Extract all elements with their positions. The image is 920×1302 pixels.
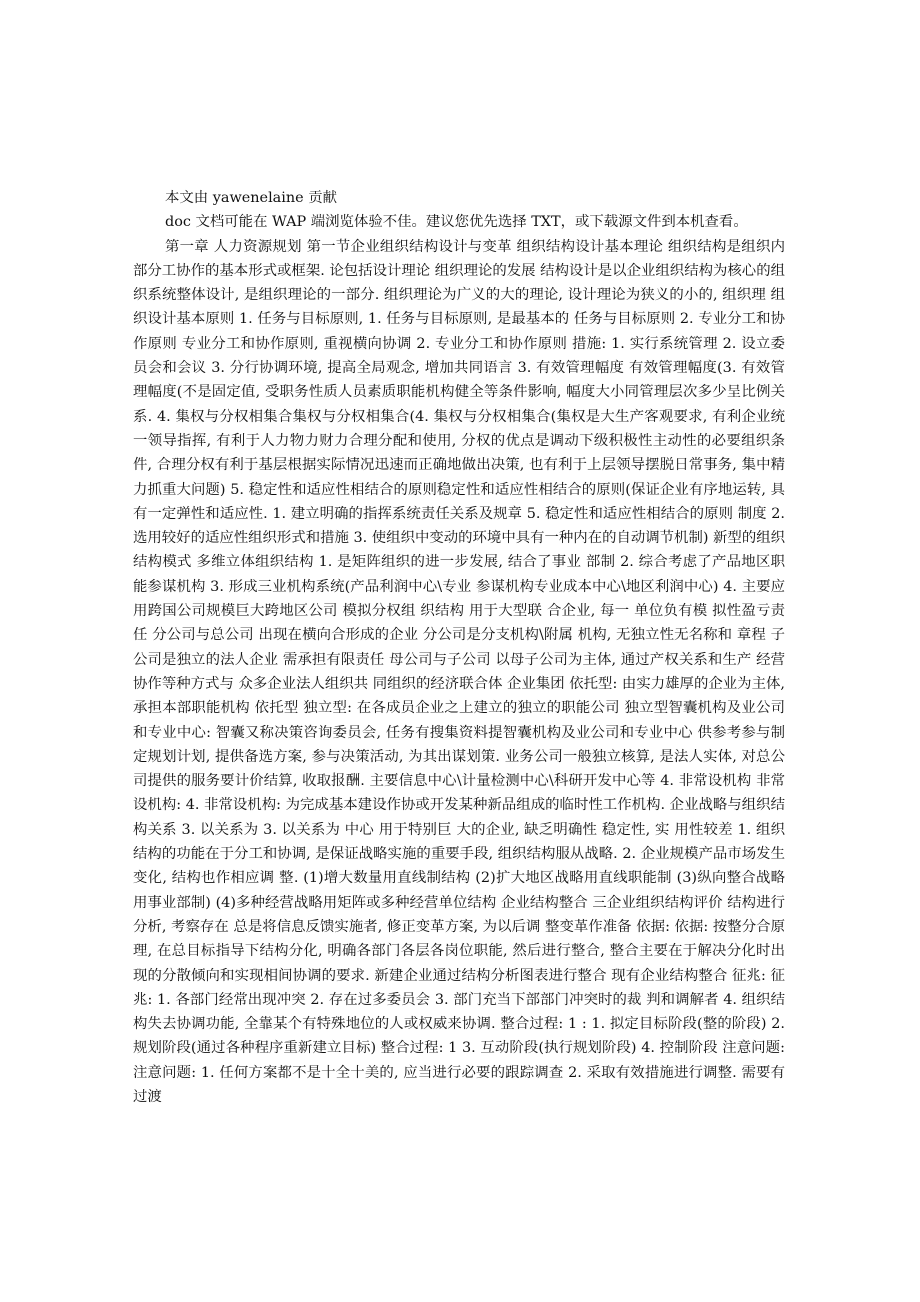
notice-line: doc 文档可能在 WAP 端浏览体验不佳。建议您优先选择 TXT，或下载源文件到本机查看。 xyxy=(165,214,748,231)
author-line: 本文由 yawenelaine 贡献 xyxy=(165,190,337,206)
body-paragraph: 第一章 人力资源规划 第一节企业组织结构设计与变革 组织结构设计基本理论 组织结构是组织内部分工协作的基本形式或框架. 论包括设计理论 组织理论的发展 结构设计是以企业组织结构为核心的组织系统整体设计, 是组织理论的一部分. 组织理论为广义的大的理论, 设计理论为狭义的小的, 组织理 组织设计基本原则 1. 任务与目标原则, 1. 任务与目标原则, 是最基本的 任务与目标原则 2. 专业分工和协作原则 专业分工和协作原则, 重视横向协调 2. 专业分工和协作原则 措施: 1. 实行系统管理 2. 设立委员会和会议 3. 分行协调环境, 提高全局观念, 增加共同语言 3. 有效管理幅度 有效管理幅度(3. 有效管理幅度(不是固定值, 受职务性质人员素质职能机构健全等条件影响, 幅度大小同管理层次多少呈比例关系. 4. 集权与分权相集合集权与分权相集合(4. 集权与分权相集合(集权是大生产客观要求, 有利企业统一领导指挥, 有利于人力物力财力合理分配和使用, 分权的优点是调动下级积极性主动性的必要组织条件, 合理分权有利于基层根据实际情况迅速而正确地做出决策, 也有利于上层领导摆脱日常事务, 集中精力抓重大问题) 5. 稳定性和适应性相结合的原则稳定性和适应性相结合的原则(保证企业有序地运转, 具有一定弹性和适应性. 1. 建立明确的指挥系统责任关系及规章 5. 稳定性和适应性相结合的原则 制度 2. 选用较好的适应性组织形式和措施 3. 使组织中变动的环境中具有一种内在的自动调节机制) 新型的组织结构模式 多维立体组织结构 1. 是矩阵组织的进一步发展, 结合了事业 部制 2. 综合考虑了产品地区职能参谋机构 3. 形成三业机构系统(产品利润中心\专业 参谋机构专业成本中心\地区利润中心) 4. 主要应用跨国公司规模巨大跨地区公司 模拟分权组 织结构 用于大型联 合企业, 每一 单位负有模 拟性盈亏责 任 分公司与总公司 出现在横向合形成的企业 分公司是分支机构\附属 机构, 无独立性无名称和 章程 子公司是独立的法人企业 需承担有限责任 母公司与子公司 以母子公司为主体, 通过产权关系和生产 经营协作等种方式与 众多企业法人组织共 同组织的经济联合体 企业集团 依托型: 由实力雄厚的企业为主体, 承担本部职能机构 依托型 独立型: 在各成员企业之上建立的独立的职能公司 独立型智囊机构及业公司和专业中心: 智囊又称决策咨询委员会, 任务有搜集资料提智囊机构及业公司和专业中心 供参考参与制定规划计划, 提供备选方案, 参与决策活动, 为其出谋划策. 业务公司一般独立核算, 是法人实体, 对总公司提供的服务要计价结算, 收取报酬. 主要信息中心\计量检测中心\科研开发中心等 4. 非常设机构 非常设机构: 4. 非常设机构: 为完成基本建设作协或开发某种新品组成的临时性工作机构. 企业战略与组织结构关系 3. 以关系为 3. 以关系为 中心 用于特别巨 大的企业, 缺乏明确性 稳定性, 实 用性较差 1. 组织结构的功能在于分工和协调, 是保证战略实施的重要手段, 组织结构服从战略. 2. 企业规模产品市场发生变化, 结构也作相应调 整. (1)增大数量用直线制结构 (2)扩大地区战略用直线职能制 (3)纵向整合战略用事业部制) (4)多种经营战略用矩阵或多种经营单位结构 企业结构整合 三企业组织结构评价 结构进行分析, 考察存在 总是将信息反馈实施者, 修正变革方案, 为以后调 整变革作准备 依据: 依据: 按整分合原理, 在总目标指导下结构分化, 明确各部门各层各岗位职能, 然后进行整合, 整合主要在于解决分化时出现的分散倾向和实现相间协调的要求. 新建企业通过结构分析图表进行整合 现有企业结构整合 征兆: 征兆: 1. 各部门经常出现冲突 2. 存在过多委员会 3. 部门充当下部部门冲突时的裁 判和调解者 4. 组织结构失去协调功能, 全靠某个有特殊地位的人或权威来协调. 整合过程: 1 : 1. 拟定目标阶段(整的阶段) 2. 规划阶段(通过各种程序重新建立目标) 整合过程: 1 3. 互动阶段(执行规划阶段) 4. 控制阶段 注意问题: 注意问题: 1. 任何方案都不是十全十美的, 应当进行必要的跟踪调查 2. 采取有效措施进行调整. 需要有过渡 xyxy=(133,238,785,1105)
document-body xyxy=(133,186,785,1109)
